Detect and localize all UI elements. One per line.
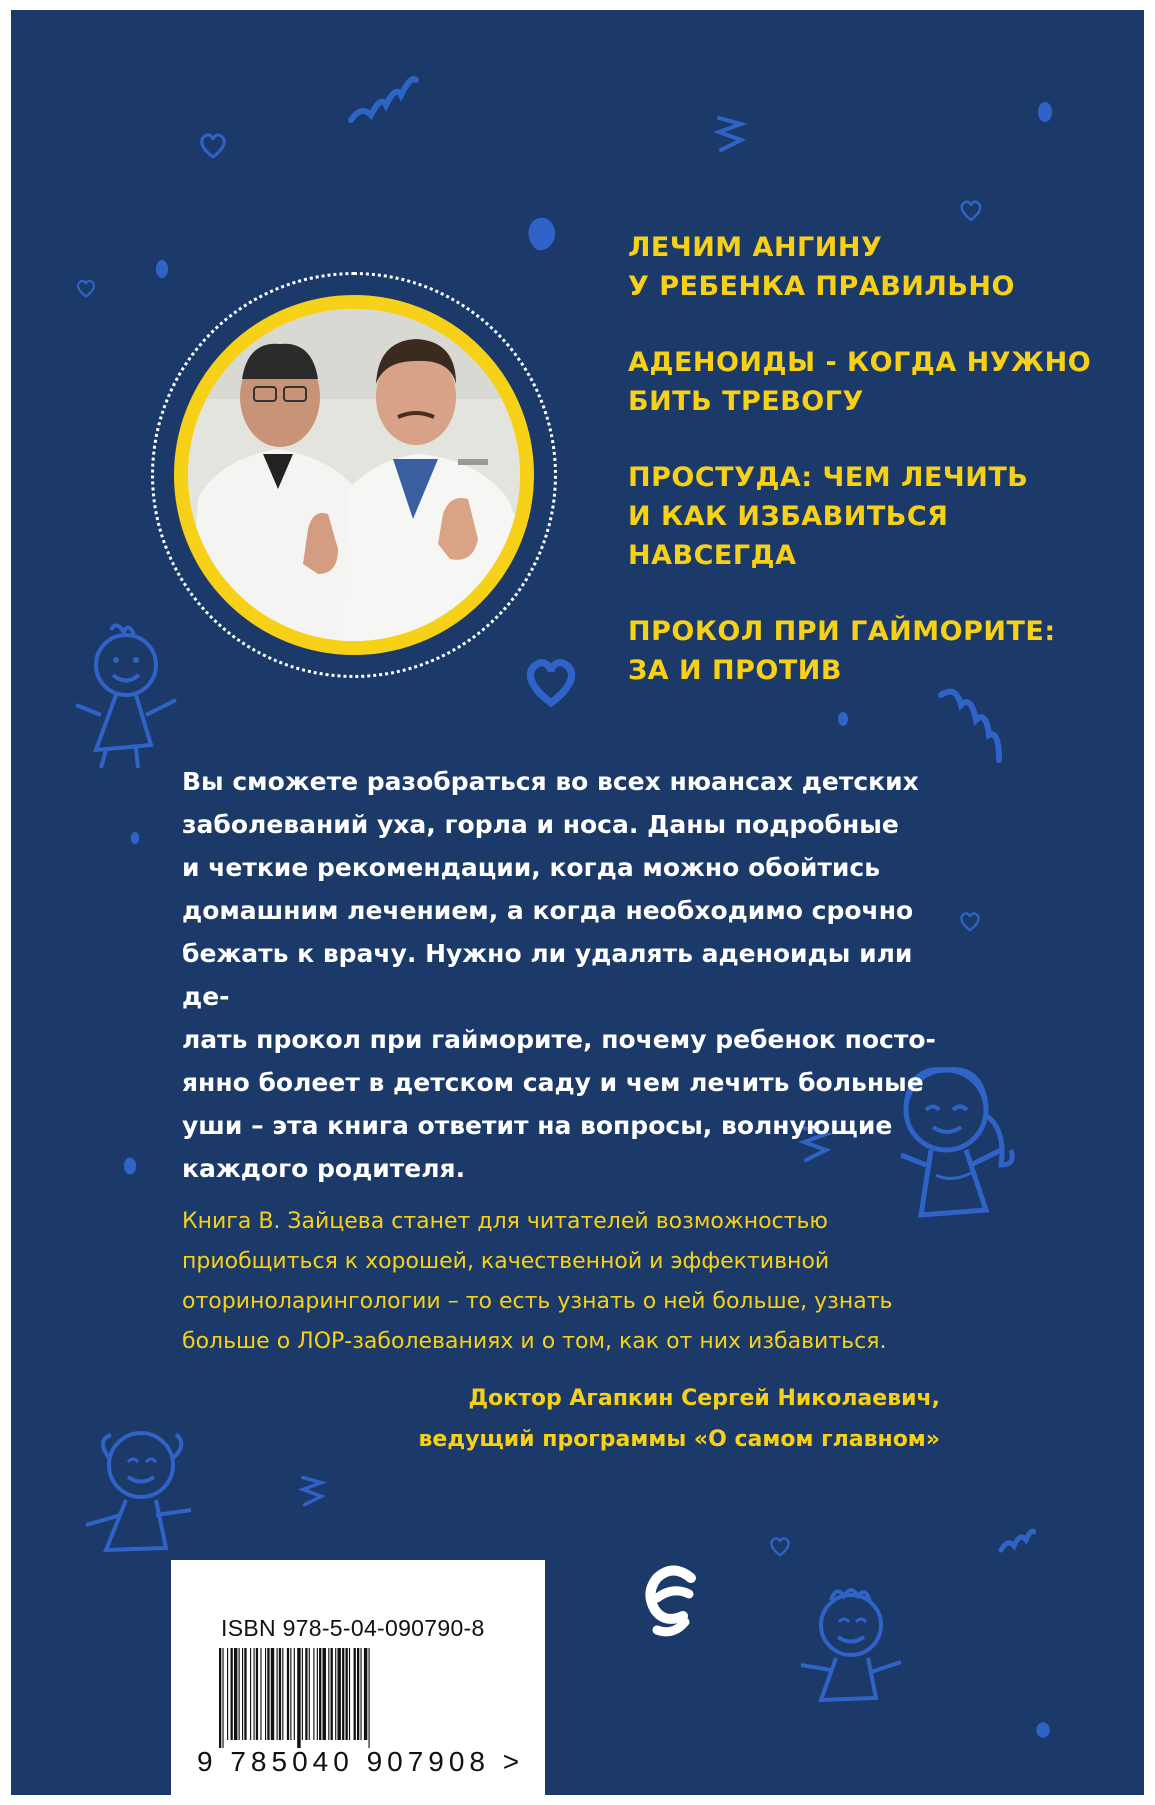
dot-doodle-icon bbox=[154, 258, 170, 280]
eksmo-logo-icon bbox=[643, 1558, 703, 1648]
barcode-bar bbox=[364, 1648, 367, 1740]
barcode-bar bbox=[244, 1648, 246, 1740]
barcode-icon bbox=[219, 1648, 489, 1748]
barcode-bar bbox=[323, 1648, 326, 1740]
wavy-line-doodle-icon bbox=[711, 110, 751, 160]
barcode-digits: 9 785040 907908 > bbox=[197, 1746, 525, 1777]
blob-doodle-icon bbox=[525, 215, 559, 253]
barcode-bar bbox=[227, 1648, 228, 1740]
barcode-bar bbox=[305, 1648, 307, 1740]
barcode-bar bbox=[256, 1648, 258, 1740]
barcode-bar bbox=[250, 1648, 251, 1740]
barcode-bar bbox=[279, 1648, 281, 1740]
barcode-bar bbox=[287, 1648, 289, 1740]
heart-doodle-icon bbox=[516, 650, 586, 712]
barcode-box bbox=[171, 1560, 545, 1795]
barcode-bar bbox=[309, 1648, 310, 1740]
heart-doodle-icon bbox=[766, 1533, 794, 1559]
barcode-bar bbox=[319, 1648, 321, 1740]
two-doctors-photo-icon bbox=[188, 309, 520, 641]
barcode-bar bbox=[254, 1648, 255, 1740]
book-description: Вы сможете разобраться во всех нюансах детских заболеваний уха, горла и носа. Даны подробные и четкие рекомендации, когда можно обойтись домашним лечением, а когда необходимо срочно бежать к врачу. Нужно ли удалять аденоиды или де- лать прокол при гайморите, почему ребенок посто- янно болеет в детском саду и чем лечить больные уши – эта книга ответит на вопросы, волнующие каждого родителя. bbox=[182, 767, 936, 1183]
barcode-bar bbox=[242, 1648, 243, 1740]
barcode-bar bbox=[231, 1648, 233, 1740]
book-back-cover bbox=[11, 10, 1144, 1795]
barcode-bar bbox=[360, 1648, 361, 1740]
barcode-bar bbox=[260, 1648, 261, 1740]
topic-heading: ПРОКОЛ ПРИ ГАЙМОРИТЕ: ЗА И ПРОТИВ bbox=[628, 616, 1056, 686]
barcode-bar bbox=[331, 1648, 333, 1740]
isbn-label: ISBN 978-5-04-090790-8 bbox=[221, 1615, 485, 1641]
barcode-bar bbox=[267, 1648, 269, 1740]
barcode-bar bbox=[271, 1648, 274, 1740]
barcode-bar bbox=[302, 1648, 303, 1740]
topic-heading: ЛЕЧИМ АНГИНУ У РЕБЕНКА ПРАВИЛЬНО bbox=[628, 232, 1015, 302]
topics-list bbox=[628, 228, 1108, 727]
barcode-bar bbox=[342, 1648, 344, 1740]
heart-doodle-icon bbox=[73, 276, 99, 300]
heart-doodle-icon bbox=[956, 196, 986, 224]
topic-heading: ПРОСТУДА: ЧЕМ ЛЕЧИТЬ И КАК ИЗБАВИТЬСЯ НАВСЕГДА bbox=[628, 462, 1029, 571]
barcode-bar bbox=[335, 1648, 336, 1740]
review-quote: Книга В. Зайцева станет для читателей возможностью приобщиться к хорошей, качественной и эффективной оториноларингологии – то есть узнать о ней больше, узнать больше о ЛОР-заболеваниях и о том, как от них избавиться. bbox=[182, 1209, 893, 1354]
barcode-bar bbox=[297, 1648, 300, 1748]
barcode-bar bbox=[317, 1648, 318, 1740]
barcode-bar bbox=[219, 1648, 221, 1748]
topic-heading: АДЕНОИДЫ - КОГДА НУЖНО БИТЬ ТРЕВОГУ bbox=[628, 347, 1092, 417]
squiggle-doodle-icon bbox=[996, 1520, 1036, 1560]
barcode-bar bbox=[234, 1648, 237, 1740]
barcode-bar bbox=[349, 1648, 350, 1740]
barcode-bar bbox=[290, 1648, 291, 1740]
barcode-bar bbox=[282, 1648, 283, 1740]
barcode-bar bbox=[277, 1648, 278, 1740]
barcode-bar bbox=[239, 1648, 240, 1740]
squiggle-doodle-icon bbox=[341, 60, 421, 140]
dot-doodle-icon bbox=[121, 1155, 139, 1177]
dot-doodle-icon bbox=[1034, 1720, 1052, 1740]
barcode-bar bbox=[222, 1648, 223, 1748]
barcode-bar bbox=[346, 1648, 348, 1740]
doctors-photo bbox=[174, 295, 534, 655]
wavy-line-doodle-icon bbox=[296, 1470, 330, 1514]
child-doodle-icon bbox=[796, 1580, 906, 1720]
dot-doodle-icon bbox=[129, 830, 141, 846]
quote-author: Доктор Агапкин Сергей Николаевич, ведущий программы «О самом главном» bbox=[418, 1386, 940, 1452]
barcode-bar bbox=[337, 1648, 340, 1740]
barcode-bar bbox=[265, 1648, 266, 1740]
barcode-bar bbox=[294, 1648, 295, 1740]
child-doodle-icon bbox=[66, 620, 186, 770]
barcode-bar bbox=[354, 1648, 356, 1740]
barcode-bar bbox=[313, 1648, 314, 1740]
heart-doodle-icon bbox=[196, 128, 230, 162]
barcode-bar bbox=[357, 1648, 359, 1740]
dot-doodle-icon bbox=[1036, 100, 1054, 124]
barcode-bar bbox=[328, 1648, 329, 1740]
barcode-bar bbox=[369, 1648, 370, 1748]
